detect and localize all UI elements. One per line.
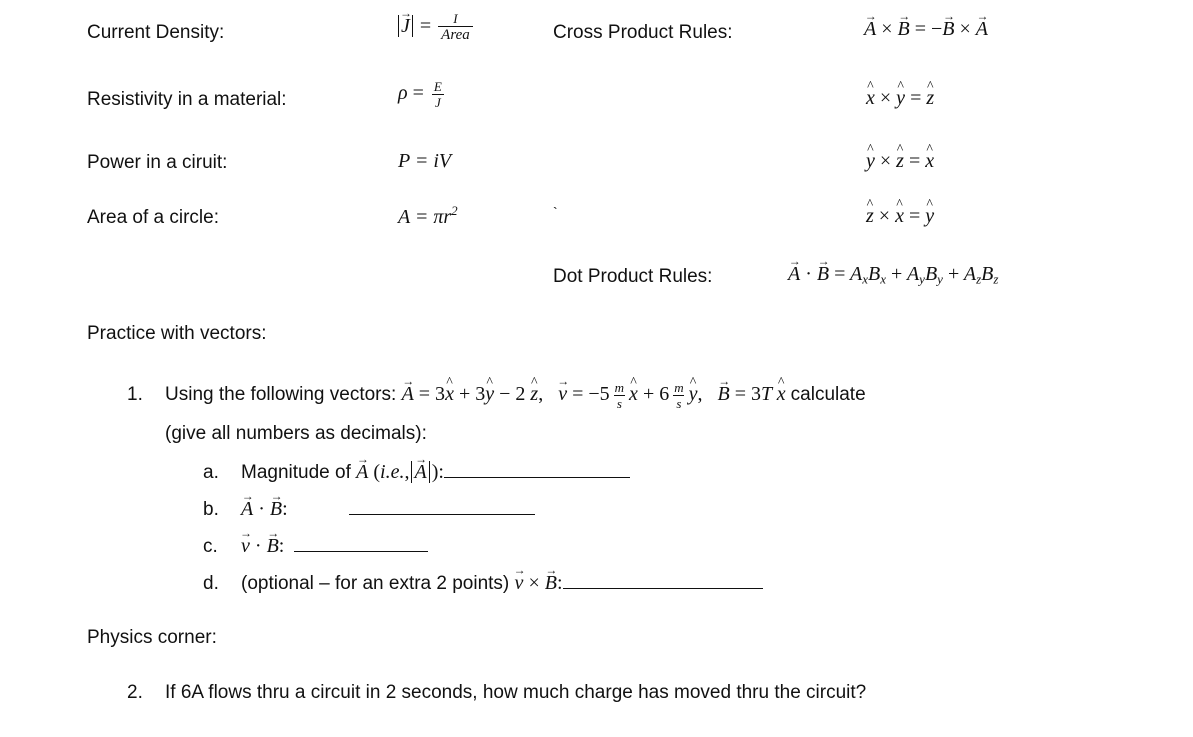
question-1c-label: c. <box>203 536 218 557</box>
question-1a-label: a. <box>203 462 219 483</box>
cross-rule-xy: ^ x × ^ y = ^ z <box>866 87 934 110</box>
section-practice: Practice with vectors: <box>87 323 267 344</box>
label-area-circle: Area of a circle: <box>87 207 219 228</box>
answer-blank-d[interactable] <box>563 587 763 589</box>
current-density-denominator: Area <box>438 26 473 43</box>
formula-area-base: A = πr <box>398 205 452 228</box>
answer-blank-c[interactable] <box>294 550 428 552</box>
question-1b: b.→ A · → B: <box>203 498 535 521</box>
question-1d-label: d. <box>203 573 219 594</box>
question-1d-text: (optional – for an extra 2 points) <box>241 573 510 594</box>
formula-current-density: → J = $\frac{I}{\text{Area}}$ <box>396 12 475 43</box>
formula-area-exponent: 2 <box>451 203 458 218</box>
cross-rule-yz: ^ y × ^ z = ^ x <box>866 150 934 173</box>
label-power: Power in a ciruit: <box>87 152 228 173</box>
cross-rule-anticommute: → A × → B = −→ B × → A <box>864 18 988 41</box>
question-2-number: 2. <box>127 682 143 703</box>
label-resistivity: Resistivity in a material: <box>87 89 287 110</box>
stray-mark: ` <box>553 204 558 220</box>
label-current-density: Current Density: <box>87 22 225 43</box>
question-1a-text: Magnitude of <box>241 462 351 483</box>
question-1-vectors: → A = 3^ x + 3^ y − 2 ^ z, → v = −5 $\frac{m}{s}$ ^ x + 6 $\frac{m}{s}$ ^ y, → B = 3T ^ x <box>402 383 791 405</box>
formula-resistivity: ρ = $\frac{E}{J}$ <box>398 80 447 109</box>
section-physics: Physics corner: <box>87 627 217 648</box>
label-cross-product: Cross Product Rules: <box>553 22 733 43</box>
resistivity-numerator: E <box>433 79 442 94</box>
formula-power: P = iV <box>398 150 452 172</box>
question-1d: d. (optional – for an extra 2 points) → v × → B: <box>203 572 763 595</box>
question-1-intro: Using the following vectors: <box>165 384 397 406</box>
question-1a: a. Magnitude of → A (i.e.,→ A ): <box>203 461 630 484</box>
question-2-text: If 6A flows thru a circuit in 2 seconds, how much charge has moved thru the circuit? <box>165 682 867 703</box>
question-1 <box>127 381 866 410</box>
cross-rule-zx: ^ z × ^ x = ^ y <box>866 205 934 228</box>
answer-blank-b[interactable] <box>349 513 535 515</box>
label-dot-product: Dot Product Rules: <box>553 266 713 287</box>
answer-blank-a[interactable] <box>444 476 630 478</box>
question-1b-label: b. <box>203 499 219 520</box>
question-1c: c.→ v · → B: <box>203 535 428 558</box>
resistivity-denominator: J <box>432 94 444 109</box>
formula-area <box>398 203 458 229</box>
question-2 <box>127 682 866 704</box>
question-1-line2: (give all numbers as decimals): <box>165 423 427 444</box>
question-1-end: calculate <box>790 384 866 406</box>
dot-rule: → A · → $B = A_xB_x + A_yB_y + A_zB_z$ <box>788 263 998 287</box>
question-1-number: 1. <box>127 384 143 406</box>
current-density-numerator: I <box>453 11 458 26</box>
